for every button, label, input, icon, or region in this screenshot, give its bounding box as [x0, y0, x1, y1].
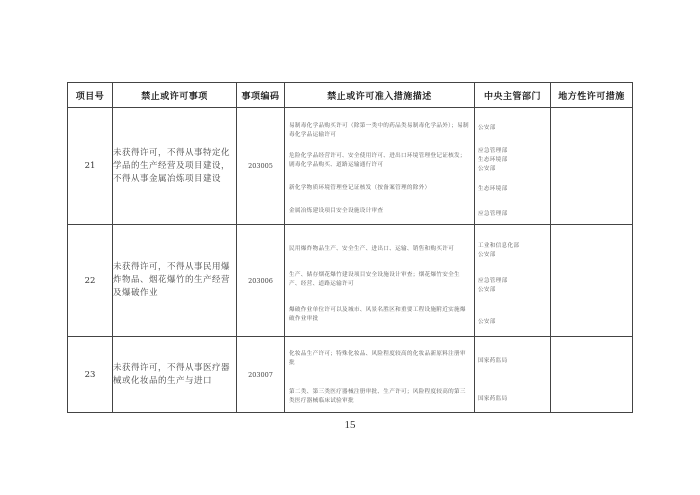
dept-name: 国家药监局: [478, 358, 508, 364]
measure-desc: 民用爆炸物品生产、安全生产、进出口、运输、销售和购买许可: [289, 245, 455, 252]
item-code: 203005: [237, 108, 285, 225]
measure-desc: 新化学物质环境管理登记证核发（按备案管理的除外）: [289, 185, 431, 191]
dept-name: 生态环境部: [478, 156, 508, 163]
header-item-number: 项目号: [68, 83, 113, 108]
measure-desc: 危险化学品经营许可、安全使用许可、进出口环境管理登记证核发；剧毒化学品购买、道路运输通行许可: [289, 153, 466, 168]
market-access-table: [67, 82, 633, 413]
measure-desc: 化妆品生产许可；特殊化妆品、风险程度较高的化妆品新原料注册审批: [289, 351, 466, 366]
header-local-measure: 地方性许可措施: [551, 83, 633, 108]
dept-name: 公安部: [478, 124, 496, 131]
measure-desc: 爆破作业单位许可以及城市、风景名胜区和重要工程设施附近实施爆破作业审批: [289, 306, 466, 322]
dept-name: 应急管理部: [478, 277, 508, 284]
item-number: 21: [68, 108, 113, 225]
table-row: [68, 225, 633, 337]
measure-desc: 生产、储存烟花爆竹建设项目安全设施设计审查；烟花爆竹安全生产、经营、道路运输许可: [289, 271, 460, 287]
item-text: 未获得许可，不得从事特定化学品的生产经营及项目建设，不得从事金属冶炼项目建设: [113, 108, 237, 225]
measure-desc: 金属冶炼建设项目安全设施设计审查: [289, 208, 384, 214]
header-item: 禁止或许可事项: [113, 83, 237, 108]
table-header-row: [68, 83, 633, 108]
dept-name: 国家药监局: [478, 396, 508, 402]
local-measure: [551, 108, 633, 225]
header-central-dept: 中央主管部门: [475, 83, 551, 108]
dept-name: 生态环境部: [478, 185, 508, 192]
local-measure: [551, 337, 633, 413]
table-row: [68, 108, 633, 225]
central-departments: [475, 225, 551, 337]
item-code: 203007: [237, 337, 285, 413]
measure-descriptions: [285, 108, 475, 225]
item-text: 未获得许可，不得从事民用爆炸物品、烟花爆竹的生产经营及爆破作业: [113, 225, 237, 337]
central-departments: [475, 337, 551, 413]
item-number: 22: [68, 225, 113, 337]
dept-name: 公安部: [478, 286, 496, 293]
item-text: 未获得许可，不得从事医疗器械或化妆品的生产与进口: [113, 337, 237, 413]
measure-desc: 第二类、第三类医疗器械注册审批、生产许可；风险程度较高的第三类医疗器械临床试验审批: [289, 389, 466, 404]
central-departments: [475, 108, 551, 225]
header-description: 禁止或许可准入措施描述: [285, 83, 475, 108]
measure-descriptions: [285, 225, 475, 337]
page-number: 15: [344, 419, 356, 431]
dept-name: 公安部: [478, 318, 496, 325]
table-row: [68, 337, 633, 413]
item-code: 203006: [237, 225, 285, 337]
header-code: 事项编码: [237, 83, 285, 108]
dept-name: 公安部: [478, 251, 496, 258]
measure-desc: 易制毒化学品购买许可（除第一类中的药品类易制毒化学品外）；易制毒化学品运输许可: [289, 123, 469, 138]
dept-name: 公安部: [478, 165, 496, 172]
dept-name: 工业和信息化部: [478, 242, 520, 249]
local-measure: [551, 225, 633, 337]
dept-name: 应急管理部: [478, 147, 508, 154]
dept-name: 应急管理部: [478, 210, 508, 217]
measure-descriptions: [285, 337, 475, 413]
item-number: 23: [68, 337, 113, 413]
